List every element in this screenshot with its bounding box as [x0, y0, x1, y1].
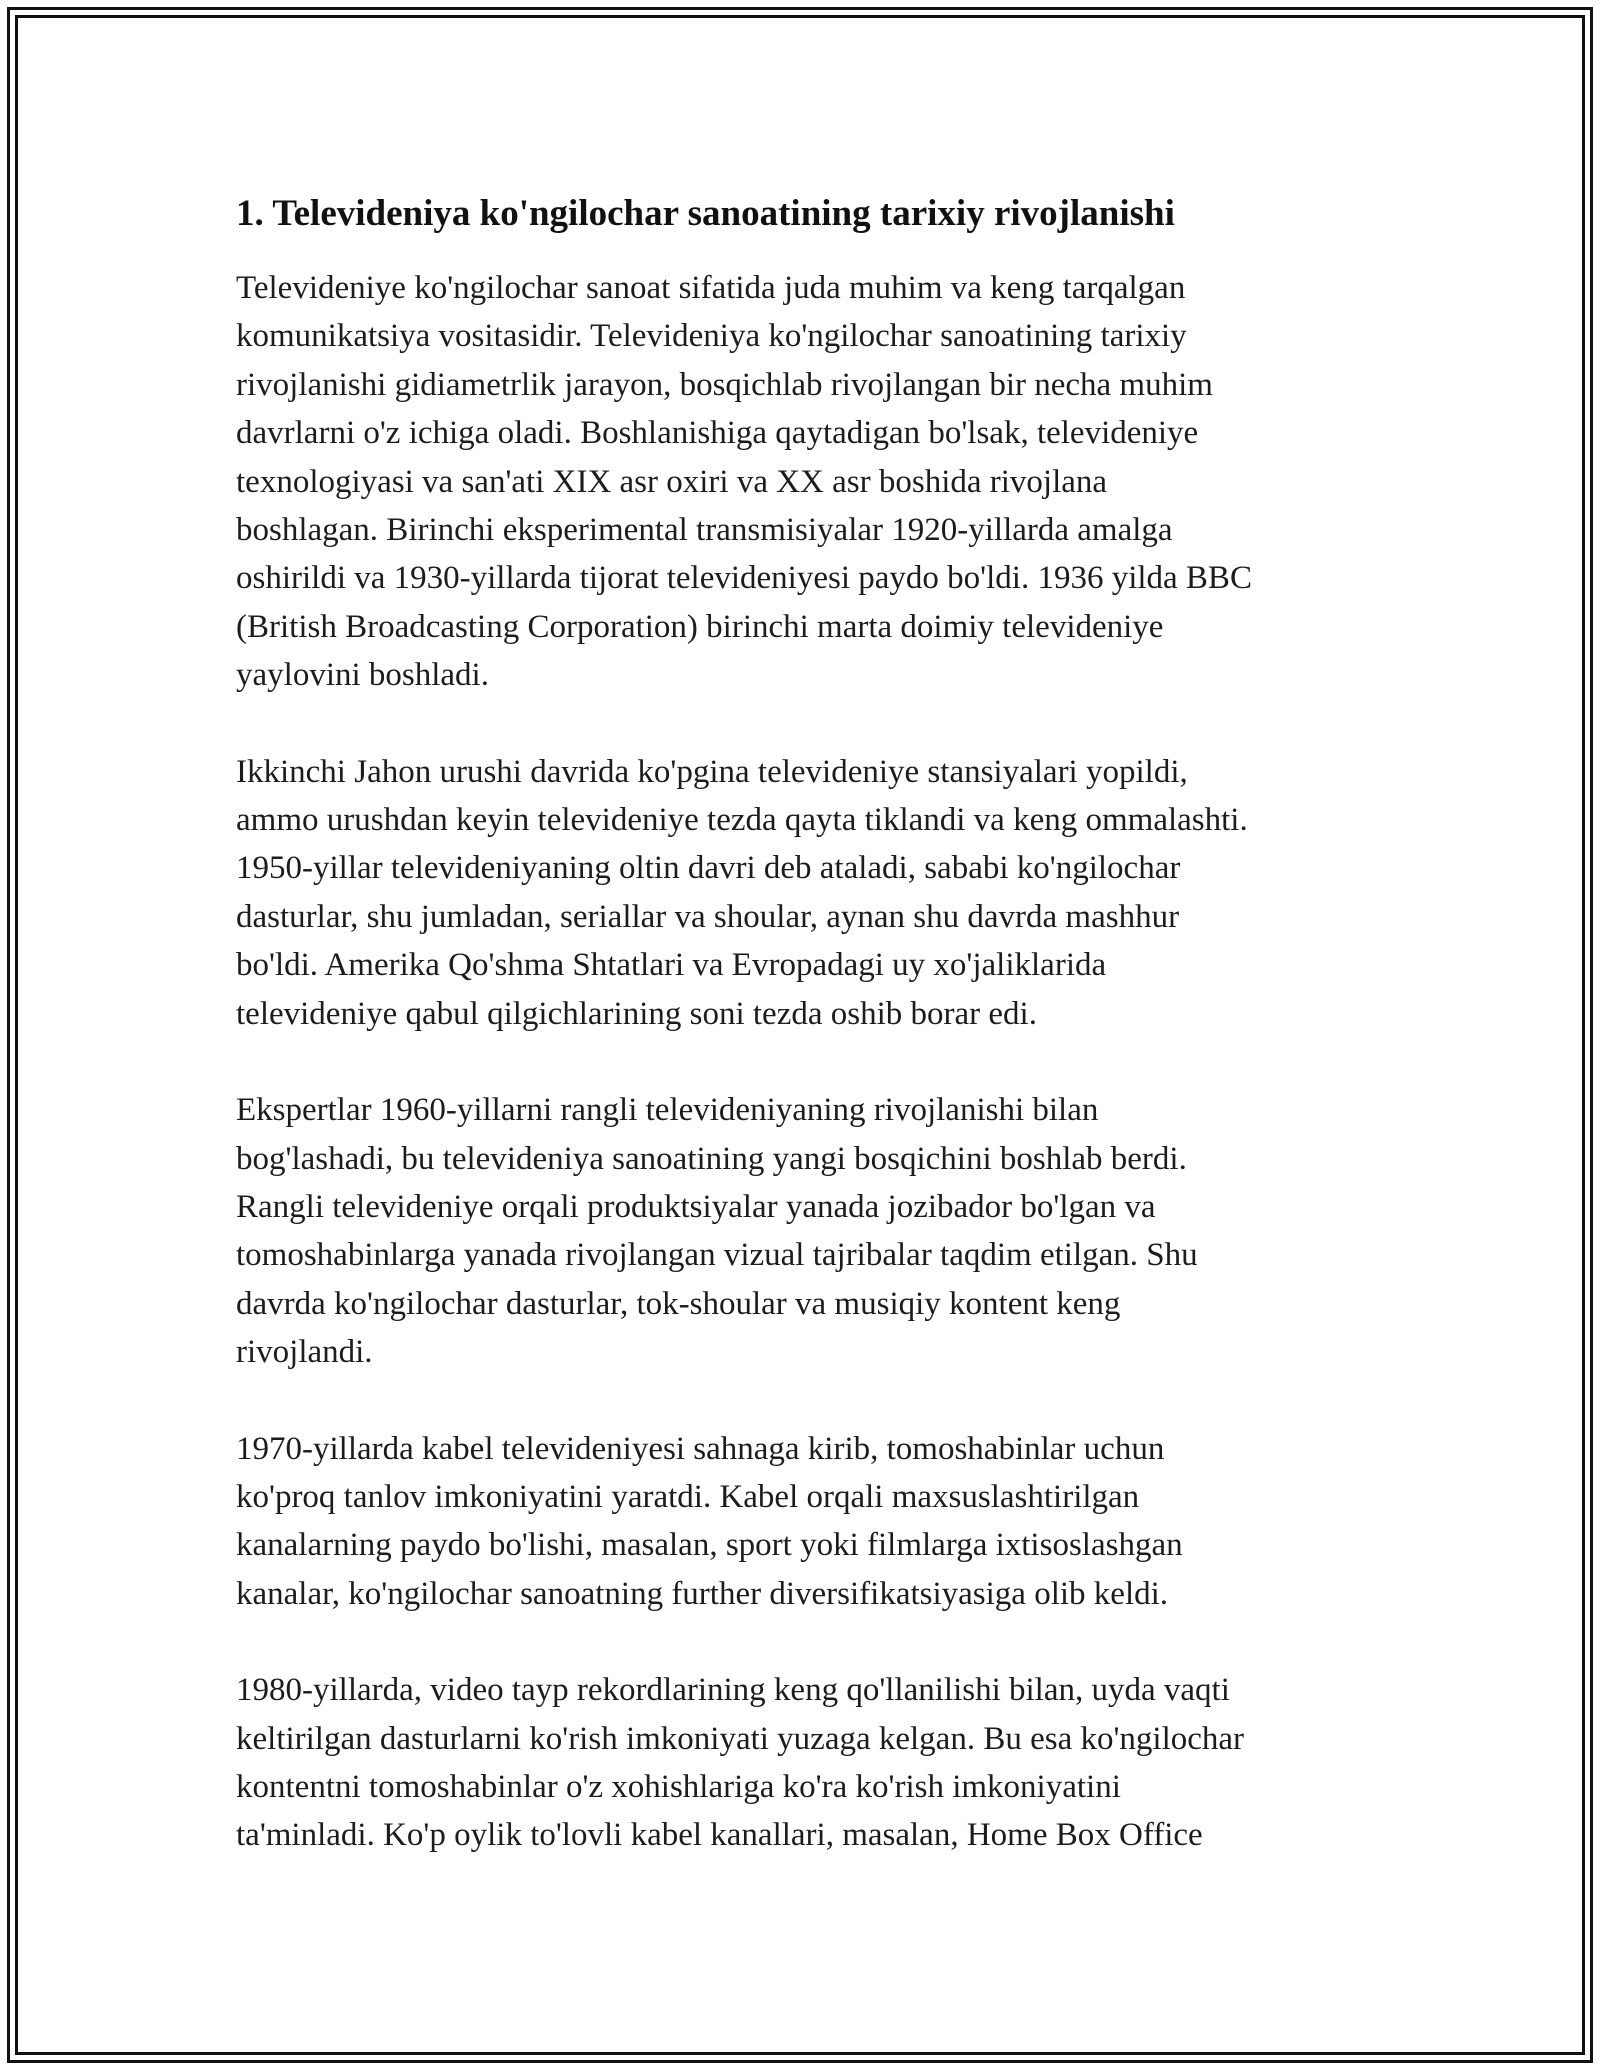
text-line: rivojlanishi gidiametrlik jarayon, bosqichlab rivojlangan bir necha muhim: [236, 366, 1213, 403]
text-line: Televideniye ko'ngilochar sanoat sifatida juda muhim va keng tarqalgan: [236, 270, 1186, 306]
paragraph-1: [236, 264, 1396, 700]
text-line: Rangli televideniye orqali produktsiyalar yanada jozibador bo'lgan va: [236, 1188, 1156, 1225]
text-line: kontentni tomoshabinlar o'z xohishlariga ko'ra ko'rish imkoniyatini: [236, 1768, 1121, 1805]
text-line: 1980-yillarda, video tayp rekordlarining keng qo'llanilishi bilan, uyda vaqti: [236, 1672, 1230, 1709]
paragraph-5: [236, 1666, 1396, 1860]
text-line: televideniye qabul qilgichlarining soni tezda oshib borar edi.: [236, 995, 1037, 1032]
text-line: boshlagan. Birinchi eksperimental transmisiyalar 1920-yillarda amalga: [236, 512, 1173, 549]
text-line: Ekspertlar 1960-yillarni rangli televideniyaning rivojlanishi bilan: [236, 1092, 1099, 1129]
text-line: 1950-yillar televideniyaning oltin davri deb ataladi, sababi ko'ngilochar: [236, 850, 1181, 887]
text-line: bog'lashadi, bu televideniya sanoatining yangi bosqichini boshlab berdi.: [236, 1140, 1187, 1177]
text-line: davrlarni o'z ichiga oladi. Boshlanishiga qaytadigan bo'lsak, televideniye: [236, 415, 1199, 452]
paragraph-3: [236, 1086, 1396, 1376]
section-title: 1. Televideniya ko'ngilochar sanoatining tarixiy rivojlanishi: [236, 193, 1175, 234]
text-line: dasturlar, shu jumladan, seriallar va shoular, aynan shu davrda mashhur: [236, 898, 1180, 935]
text-line: texnologiyasi va san'ati XIX asr oxiri va XX asr boshida rivojlana: [236, 463, 1108, 500]
document-body: [236, 188, 1396, 1908]
text-line: ammo urushdan keyin televideniye tezda qayta tiklandi va keng ommalashti.: [236, 802, 1248, 839]
text-line: 1970-yillarda kabel televideniyesi sahnaga kirib, tomoshabinlar uchun: [236, 1430, 1165, 1467]
text-line: yaylovini boshladi.: [236, 657, 489, 694]
text-line: (British Broadcasting Corporation) birinchi marta doimiy televideniye: [236, 608, 1164, 645]
text-line: keltirilgan dasturlarni ko'rish imkoniyati yuzaga kelgan. Bu esa ko'ngilochar: [236, 1720, 1245, 1757]
text-line: oshirildi va 1930-yillarda tijorat televideniyesi paydo bo'ldi. 1936 yilda BBC: [236, 560, 1252, 597]
text-line: davrda ko'ngilochar dasturlar, tok-shoular va musiqiy kontent keng: [236, 1285, 1121, 1322]
text-line: bo'ldi. Amerika Qo'shma Shtatlari va Evropadagi uy xo'jaliklarida: [236, 947, 1107, 984]
text-line: kanalarning paydo bo'lishi, masalan, sport yoki filmlarga ixtisoslashgan: [236, 1527, 1183, 1564]
text-line: ko'proq tanlov imkoniyatini yaratdi. Kabel orqali maxsuslashtirilgan: [236, 1478, 1140, 1515]
text-line: tomoshabinlarga yanada rivojlangan vizual tajribalar taqdim etilgan. Shu: [236, 1237, 1198, 1274]
text-line: komunikatsiya vositasidir. Televideniya ko'ngilochar sanoatining tarixiy: [236, 318, 1187, 355]
text-line: rivojlandi.: [236, 1334, 373, 1371]
paragraph-2: [236, 748, 1396, 1038]
paragraph-4: [236, 1425, 1396, 1619]
text-line: Ikkinchi Jahon urushi davrida ko'pgina televideniye stansiyalari yopildi,: [236, 753, 1188, 790]
text-line: ta'minladi. Ko'p oylik to'lovli kabel kanallari, masalan, Home Box Office: [236, 1817, 1203, 1854]
text-line: kanalar, ko'ngilochar sanoatning further diversifikatsiyasiga olib keldi.: [236, 1575, 1169, 1612]
